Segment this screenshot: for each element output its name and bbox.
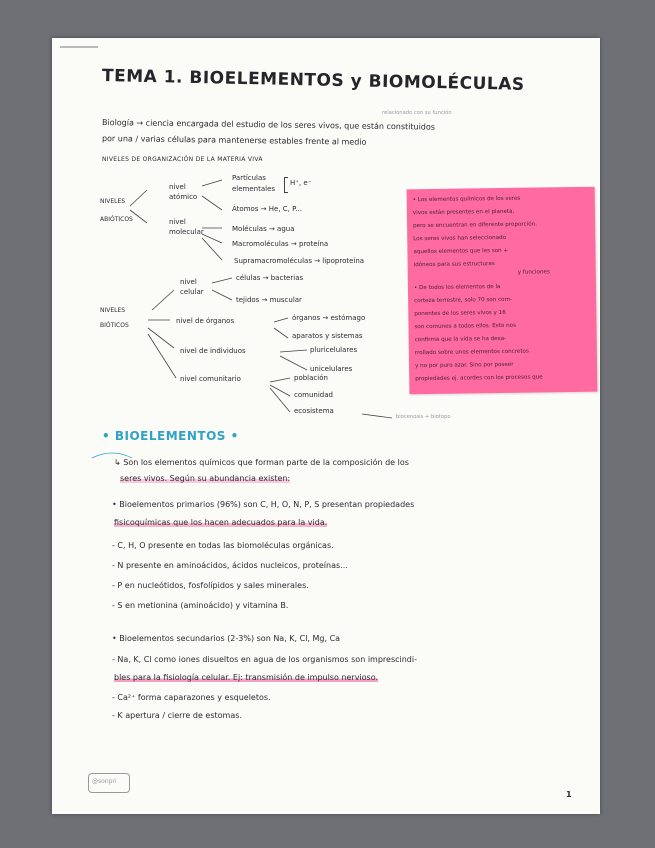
note-line: y no por puro azar. Sino por poseer (415, 361, 514, 370)
top-annotation: relacionado con su función (382, 110, 452, 116)
note-line: idóneos para sus estructuras (413, 261, 495, 269)
definition-line-1: ↳ Son los elementos químicos que forman parte de la composición de los (114, 458, 409, 467)
note-line: Los seres vivos han seleccionado (413, 234, 507, 243)
bioticos-label-1: NIVELES (100, 307, 126, 314)
notebook-page (52, 38, 600, 814)
moleculas: Moléculas → agua (232, 225, 295, 233)
levels-heading: NIVELES DE ORGANIZACIÓN DE LA MATERIA VIVA (102, 156, 263, 163)
unicelulares: unicelulares (310, 365, 353, 373)
primarios-line-1: • Bioelementos primarios (96%) son C, H, O, N, P, S presentan propiedades (112, 500, 415, 509)
particulas-list: H⁺, e⁻ (290, 179, 312, 187)
note-line: y funciones (517, 269, 550, 276)
celulas: células → bacterias (236, 274, 304, 282)
primarios-item: - N presente en aminoácidos, ácidos nucleicos, proteínas... (112, 561, 348, 570)
note-line: ponentes de los seres vivos y 16 (414, 309, 506, 318)
comunidad: comunidad (294, 391, 333, 399)
organos: órganos → estómago (292, 314, 366, 322)
note-line: rrollado sobre unos elementos concretos (414, 348, 529, 357)
abioticos-label-2: ABIÓTICOS (100, 216, 133, 223)
macromoleculas: Macromoléculas → proteína (232, 240, 329, 248)
primarios-item: - S en metionina (aminoácido) y vitamina B. (112, 601, 289, 610)
secundarios-line-2 (114, 673, 378, 682)
abioticos-label-1: NIVELES (100, 198, 126, 205)
supramacromoleculas: Supramacromoléculas → lipoproteína (234, 257, 365, 265)
sticky-note (407, 187, 598, 395)
individuos-level: nivel de individuos (180, 347, 246, 355)
particulas-1: Partículas (232, 174, 266, 182)
ecosistema: ecosistema (294, 407, 334, 415)
intro-line-1: Biología → ciencia encargada del estudio de los seres vivos, que están constituidos (101, 118, 436, 132)
stamp-text: @sonpri (92, 778, 117, 785)
primarios-item: - C, H, O presente en todas las biomoléculas orgánicas. (112, 541, 334, 550)
atomos: Átomos → He, C, P... (232, 205, 302, 213)
aparatos: aparatos y sistemas (292, 332, 363, 340)
comunitario-level: nivel comunitario (180, 375, 241, 383)
note-line: son comunes a todos ellos. Esto nos (414, 322, 517, 331)
atomico-label-1: nivel (169, 183, 186, 191)
celular-label-1: nivel (180, 278, 197, 286)
biocenosis: biocenosis + biotopo (396, 414, 451, 420)
note-line: vivos están presentes en el planeta, (412, 208, 515, 217)
secundarios-item: - K apertura / cierre de estomas. (112, 711, 242, 720)
note-line: pero se encuentran en diferente proporción. (413, 221, 537, 230)
secundarios-item: - Ca²⁺ forma caparazones y esqueletos. (112, 693, 271, 702)
intro-line-2: por una / varias células para mantenerse estables frente al medio (101, 134, 367, 147)
pluricelulares: pluricelulares (310, 346, 358, 354)
primarios-line-2-text: fisicoquímicas que los hacen adecuados para la vida. (114, 518, 328, 527)
primarios-line-2 (114, 518, 327, 527)
secundarios-line: • Bioelementos secundarios (2-3%) son Na, K, Cl, Mg, Ca (112, 634, 341, 643)
page-title: TEMA 1. BIOELEMENTOS y BIOMOLÉCULAS (101, 66, 525, 95)
particulas-2: elementales (232, 185, 276, 193)
note-line: corteza terrestre, solo 70 son com- (414, 296, 513, 305)
page-number: 1 (566, 790, 572, 799)
note-line: • Los elementos químicos de los seres (412, 195, 521, 204)
organos-level: nivel de órganos (176, 317, 235, 325)
definition-line-2-text: seres vivos. Según su abundancia existen: (120, 474, 291, 483)
celular-label-2: celular (180, 288, 204, 296)
secundarios-line-2-text: bles para la fisiología celular. Ej: transmisión de impulso nervioso. (114, 673, 379, 682)
note-line: propiedades ej. acordes con los procesos que (415, 374, 543, 383)
definition-line-2 (120, 474, 290, 483)
particulas-brace (284, 177, 288, 193)
note-line: • De todos los elementos de la (413, 284, 501, 292)
section-heading-bioelementos: • BIOELEMENTOS • (102, 429, 239, 443)
note-line: aquellos elementos que les son + (413, 247, 509, 256)
primarios-item: - P en nucleótidos, fosfolípidos y sales minerales. (112, 581, 309, 590)
molecular-label-2: molecular (169, 228, 204, 236)
tejidos: tejidos → muscular (236, 296, 302, 304)
secundarios-line-1: - Na, K, Cl como iones disueltos en agua de los organismos son imprescindi- (112, 655, 417, 664)
poblacion: población (294, 374, 328, 382)
bioticos-label-2: BIÓTICOS (100, 322, 129, 329)
molecular-label-1: nivel (169, 218, 186, 226)
atomico-label-2: atómico (169, 193, 198, 201)
note-line: confirma que la vida se ha desa- (414, 335, 507, 344)
